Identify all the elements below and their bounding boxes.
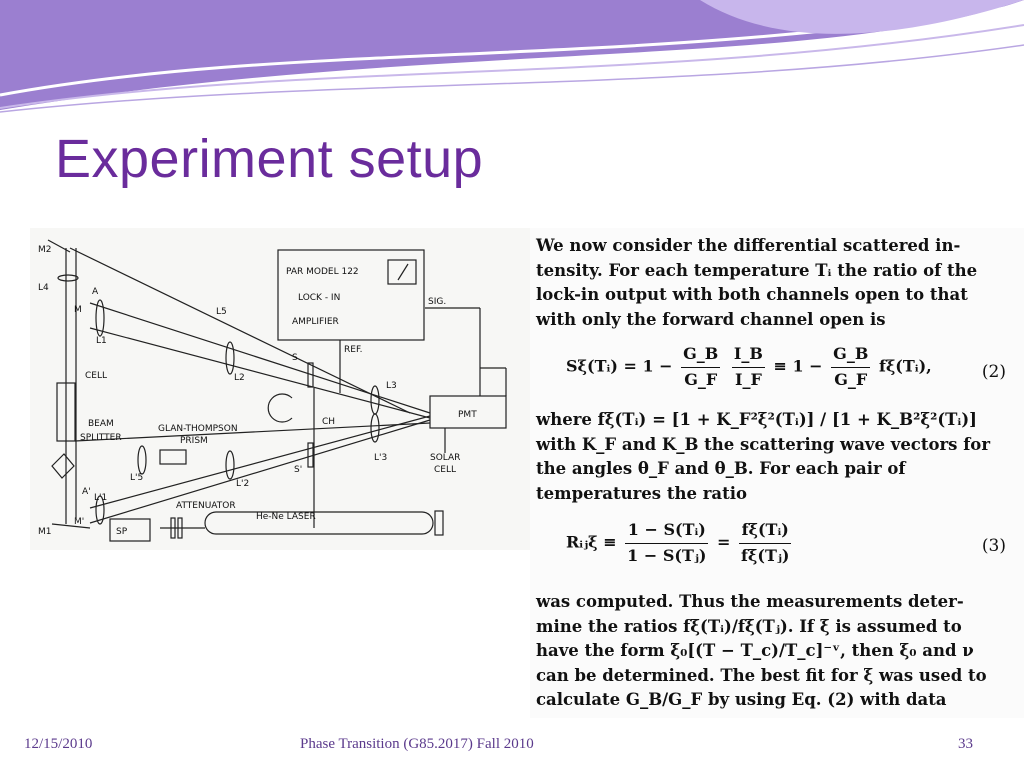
svg-text:BEAM: BEAM xyxy=(88,419,114,429)
experiment-diagram xyxy=(30,228,530,550)
mirror-m1 xyxy=(52,524,90,528)
svg-text:L'5: L'5 xyxy=(130,473,144,483)
glan-thompson-prism xyxy=(160,450,186,464)
paragraph-where: where fξ(Tᵢ) = [1 + K_F²ξ²(Tᵢ)] / [1 + K_B²ξ²(Tᵢ)] with K_F and K_B the scattering wave vectors for the angles θ_F and θ_B. For each pair of temperatures the ratio xyxy=(536,410,991,503)
slide-title: Experiment setup xyxy=(55,129,484,189)
svg-text:AMPLIFIER: AMPLIFIER xyxy=(292,317,339,327)
svg-text:CH: CH xyxy=(322,417,336,427)
footer-date: 12/15/2010 xyxy=(24,736,93,752)
svg-text:REF.: REF. xyxy=(344,345,363,355)
footer-page-number: 33 xyxy=(958,736,973,752)
svg-text:LOCK - IN: LOCK - IN xyxy=(298,293,341,303)
equation-2: Sξ(Tᵢ) = 1 − $\frac{G\_B}{G\_F}$ $\frac{I\_B}{I\_F}$ ≡ 1 − $\frac{G\_B}{G\_F}$ fξ(Tᵢ), xyxy=(566,344,932,389)
svg-text:M2: M2 xyxy=(38,245,52,255)
svg-text:SOLAR: SOLAR xyxy=(430,453,461,463)
svg-text:PMT: PMT xyxy=(458,410,477,420)
svg-text:PAR MODEL 122: PAR MODEL 122 xyxy=(286,267,359,277)
svg-text:L'3: L'3 xyxy=(374,453,388,463)
svg-text:He-Ne LASER: He-Ne LASER xyxy=(256,512,316,522)
svg-text:L'2: L'2 xyxy=(236,479,250,489)
svg-text:M': M' xyxy=(74,517,85,527)
svg-text:CELL: CELL xyxy=(85,371,107,381)
svg-text:L3: L3 xyxy=(386,381,397,391)
lens-l4 xyxy=(58,275,78,281)
paragraph-intro: We now consider the differential scattered in- tensity. For each temperature Tᵢ the ratio of the lock-in output with both channels open to that with only the forward channel open is xyxy=(536,236,978,329)
svg-text:L1: L1 xyxy=(96,336,107,346)
svg-text:SPLITTER: SPLITTER xyxy=(80,433,122,443)
equation-3-number: (3) xyxy=(981,536,1006,556)
svg-text:S: S xyxy=(292,353,298,363)
laser-mirror xyxy=(435,511,443,535)
svg-text:L2: L2 xyxy=(234,373,245,383)
svg-text:S': S' xyxy=(294,465,303,475)
laser-tube xyxy=(205,512,433,534)
svg-text:A': A' xyxy=(82,487,91,497)
svg-text:A: A xyxy=(92,287,99,297)
svg-text:L5: L5 xyxy=(216,307,227,317)
svg-text:CELL: CELL xyxy=(434,465,456,475)
svg-text:M: M xyxy=(74,305,82,315)
svg-text:M1: M1 xyxy=(38,527,52,537)
svg-text:L'1: L'1 xyxy=(94,493,108,503)
svg-text:GLAN-THOMPSON: GLAN-THOMPSON xyxy=(158,424,238,434)
paper-excerpt xyxy=(530,228,1024,718)
svg-text:PRISM: PRISM xyxy=(180,436,208,446)
svg-text:SIG.: SIG. xyxy=(428,297,447,307)
beam-splitter xyxy=(52,454,74,478)
header-banner xyxy=(0,0,1024,120)
paragraph-computed: was computed. Thus the measurements deter- mine the ratios fξ(Tᵢ)/fξ(Tⱼ). If ξ is assumed to have the form ξ₀[(T − T_c)/T_c]⁻ᵛ, then ξ₀ and ν can be determined. The best fit for ξ was used to calculate G_B/G_F by using Eq. (2) with data xyxy=(536,592,987,709)
equation-3: Rᵢⱼξ ≡ $\frac{\text{1 − S(Tᵢ)}}{\text{1 − S(Tⱼ)}}$ = $\frac{\text{fξ(Tᵢ)}}{\text{fξ(Tⱼ)}}$ xyxy=(566,520,790,565)
svg-text:ATTENUATOR: ATTENUATOR xyxy=(176,501,236,511)
svg-text:L4: L4 xyxy=(38,283,49,293)
slit-s-prime xyxy=(308,443,313,467)
equation-2-number: (2) xyxy=(981,362,1006,382)
svg-text:SP: SP xyxy=(116,527,128,537)
footer-course: Phase Transition (G85.2017) Fall 2010 xyxy=(300,736,534,752)
